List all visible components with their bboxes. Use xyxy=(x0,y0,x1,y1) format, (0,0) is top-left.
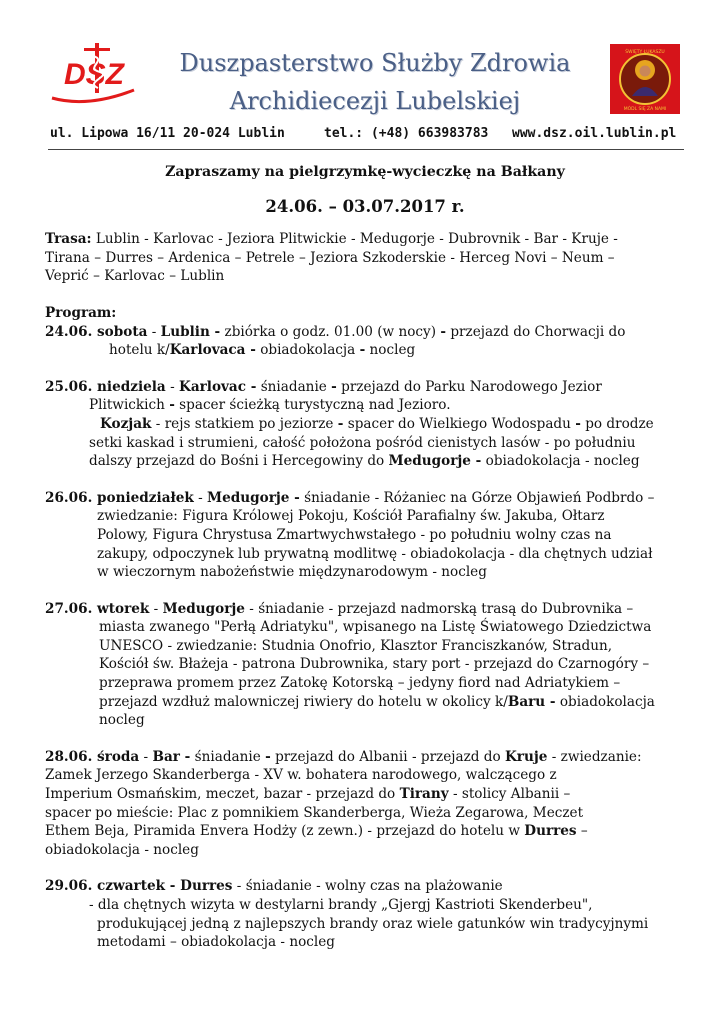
text-run: 26.06. poniedziałek xyxy=(45,489,194,506)
text-run: śniadanie xyxy=(256,378,332,395)
organization-title xyxy=(150,44,600,120)
text-run: śniadanie - Różaniec na Górze Objawień Podbrdo – xyxy=(299,489,655,506)
text-run: - dla chętnych wizyta w destylarni brandy „Gjergj Kastrioti Skenderbeu", xyxy=(89,897,593,913)
text-run: - xyxy=(331,378,337,395)
text-run: - xyxy=(193,489,208,506)
program-line xyxy=(45,396,685,415)
emblem-text-bottom: MÓDL SIĘ ZA NAMI xyxy=(623,107,667,112)
text-run: obiadokolacja xyxy=(555,693,655,710)
text-run: UNESCO - zwiedzanie: Studnia Onofrio, Klasztor Franciszkanów, Stradun, xyxy=(99,637,613,654)
text-run: 29.06. czwartek - Durres xyxy=(45,878,233,895)
text-run: Zamek Jerzego Skanderberga - XV w. bohatera narodowego, walczącego z xyxy=(45,767,557,784)
text-run: Kozjak xyxy=(100,415,152,432)
program-line xyxy=(45,785,685,804)
program-day xyxy=(45,877,685,951)
emblem-face xyxy=(640,66,651,77)
header-divider xyxy=(48,149,684,150)
program-line xyxy=(45,489,685,508)
text-run: – xyxy=(576,823,588,840)
logo-text: DSZ xyxy=(64,58,124,91)
route-label: Trasa: xyxy=(45,231,92,248)
program-line xyxy=(45,655,685,674)
program-line xyxy=(45,693,685,712)
address: ul. Lipowa 16/11 20-024 Lublin xyxy=(50,126,285,141)
program-line xyxy=(45,378,685,397)
program-line xyxy=(45,933,685,952)
text-run: Lublin - xyxy=(160,323,221,340)
program-line xyxy=(45,545,685,564)
program-line xyxy=(45,766,685,785)
text-run: produkującej jedną z najlepszych brandy oraz wiele gatunków win tradycyjnymi xyxy=(97,915,649,932)
text-run: Medugorje - xyxy=(207,489,300,506)
text-run: - xyxy=(147,323,161,340)
route-line-2: Tirana – Durres – Ardenica – Petrele – Jeziora Szkoderskie - Herceg Novi – Neum – xyxy=(45,249,615,266)
text-run: nocleg xyxy=(99,712,145,729)
program-day xyxy=(45,600,685,730)
contact-bar xyxy=(50,126,680,146)
title-line-2: Archidiecezji Lubelskiej xyxy=(229,87,521,115)
route-section xyxy=(45,230,685,286)
program-line xyxy=(45,452,685,471)
program-line xyxy=(45,822,685,841)
text-run: Medugorje xyxy=(162,600,245,617)
program-line xyxy=(45,563,685,582)
text-run: 25.06. niedziela xyxy=(45,378,166,395)
logo-swoosh xyxy=(52,90,134,102)
document-body xyxy=(45,160,685,970)
program-line xyxy=(45,877,685,896)
program-day xyxy=(45,489,685,582)
route-line-1 xyxy=(45,230,685,249)
program-line xyxy=(45,915,685,934)
text-run: - śniadanie - wolny czas na plażowanie xyxy=(232,878,503,895)
text-run: dalszy przejazd do Bośni i Hercegowiny do xyxy=(89,453,389,470)
program-line xyxy=(45,637,685,656)
text-run: hotelu k/ xyxy=(109,342,170,359)
program-line xyxy=(45,804,685,823)
route-line-3: Veprić – Karlovac – Lublin xyxy=(45,268,225,285)
program-days xyxy=(45,323,685,952)
phone: tel.: (+48) 663983783 xyxy=(324,126,489,141)
text-run: - xyxy=(337,415,344,432)
text-run: - xyxy=(440,323,447,340)
text-run: Bar - xyxy=(152,748,191,765)
program-line xyxy=(45,674,685,693)
program-line xyxy=(45,415,685,434)
text-run: Baru - xyxy=(507,693,556,710)
text-run: przejazd do Parku Narodowego Jezior xyxy=(336,378,602,395)
text-run: przejazd do Albanii - przejazd do xyxy=(270,748,505,765)
text-run: Karlovaca - xyxy=(169,342,256,359)
text-run: miasta zwanego "Perłą Adriatyku", wpisanego na Listę Światowego Dziedzictwa xyxy=(99,619,652,636)
text-run: zakupy, odpoczynek lub prywatną modlitwę - obiadokolacja - dla chętnych udział xyxy=(97,545,653,562)
website-link[interactable]: www.dsz.oil.lublin.pl xyxy=(512,126,677,141)
text-run: Imperium Osmańskim, meczet, bazar - przejazd do xyxy=(45,786,400,803)
text-run: spacer po mieście: Plac z pomnikiem Skanderberga, Wieża Zegarowa, Meczet xyxy=(45,804,584,821)
text-run: spacer ścieżką turystyczną nad Jezioro. xyxy=(174,397,451,414)
text-run: setki kaskad i strumieni, całość położona pośród cienistych lasów - po południu xyxy=(89,434,636,451)
text-run: - xyxy=(359,342,366,359)
text-run: Karlovac - xyxy=(179,378,257,395)
text-run: obiadokolacja - nocleg xyxy=(45,841,199,858)
program-line xyxy=(45,618,685,637)
program-line xyxy=(45,711,685,730)
text-run: zwiedzanie: Figura Królowej Pokoju, Kościół Parafialny św. Jakuba, Ołtarz xyxy=(97,508,605,525)
text-run: - stolicy Albanii – xyxy=(448,786,571,803)
program-line xyxy=(45,841,685,860)
document-heading: Zapraszamy na pielgrzymkę-wycieczkę na Bałkany xyxy=(165,164,565,180)
program-day xyxy=(45,748,685,860)
program-line xyxy=(45,896,685,915)
program-line xyxy=(45,323,685,342)
text-run: - rejs statkiem po jeziorze xyxy=(151,415,338,432)
text-run: Tirany xyxy=(399,786,449,803)
text-run: 28.06. środa xyxy=(45,748,140,765)
text-run: obiadokolacja xyxy=(255,342,360,359)
text-run: w wieczornym nabożeństwie międzynarodowym - nocleg xyxy=(97,564,487,581)
program-day xyxy=(45,323,685,360)
saint-luke-emblem xyxy=(610,44,680,114)
text-run: 24.06. sobota xyxy=(45,323,148,340)
text-run: Ethem Beja, Piramida Envera Hodży (z zewn.) - przejazd do hotelu w xyxy=(45,823,525,840)
text-run: 27.06. wtorek xyxy=(45,600,150,617)
text-run: - xyxy=(149,600,163,617)
text-run: metodami – obiadokolacja - nocleg xyxy=(97,934,335,951)
text-run: - xyxy=(139,748,153,765)
dsz-logo xyxy=(48,42,140,108)
text-run: - xyxy=(169,397,175,414)
text-run: Medugorje - xyxy=(388,453,482,470)
text-run: przejazd do Chorwacji do xyxy=(446,323,626,340)
text-run: Durres xyxy=(524,823,577,840)
title-line-1: Duszpasterstwo Służby Zdrowia xyxy=(179,49,571,77)
text-run: śniadanie xyxy=(190,748,266,765)
program-line xyxy=(45,526,685,545)
text-run: Kościół św. Błażeja - patrona Dubrownika, stary port - przejazd do Czarnogóry – xyxy=(99,656,650,673)
program-line xyxy=(45,507,685,526)
text-run: - xyxy=(575,415,581,432)
program-line xyxy=(45,434,685,453)
program-day xyxy=(45,378,685,471)
program-line xyxy=(45,748,685,767)
program-label: Program: xyxy=(45,304,117,321)
text-run: po drodze xyxy=(580,415,654,432)
text-run: Kruje xyxy=(504,748,548,765)
trip-dates: 24.06. – 03.07.2017 r. xyxy=(265,196,465,216)
route-text-1: Lublin - Karlovac - Jeziora Plitwickie - Medugorje - Dubrovnik - Bar - Kruje - xyxy=(91,231,618,248)
text-run: obiadokolacja - nocleg xyxy=(481,453,640,470)
text-run: Polowy, Figura Chrystusa Zmartwychwstałego - po południu wolny czas na xyxy=(97,526,612,543)
text-run: - śniadanie - przejazd nadmorską trasą do Dubrovnika – xyxy=(244,600,634,617)
text-run: zbiórka o godz. 01.00 (w nocy) xyxy=(220,323,441,340)
emblem-text-top: ŚWIĘTY ŁUKASZU xyxy=(625,50,665,55)
program-line xyxy=(45,341,685,360)
text-run: przeprawa promem przez Zatokę Kotorską – jedyny fiord nad Adriatykiem – xyxy=(99,675,621,692)
text-run: przejazd wzdłuż malowniczej riwiery do hotelu w okolicy k/ xyxy=(99,693,508,710)
text-run: - xyxy=(265,748,271,765)
text-run: - xyxy=(165,378,179,395)
text-run: Plitwickich xyxy=(89,397,170,414)
text-run: nocleg xyxy=(365,342,416,359)
program-line xyxy=(45,600,685,619)
text-run: - zwiedzanie: xyxy=(547,748,642,765)
text-run: spacer do Wielkiego Wodospadu xyxy=(343,415,576,432)
